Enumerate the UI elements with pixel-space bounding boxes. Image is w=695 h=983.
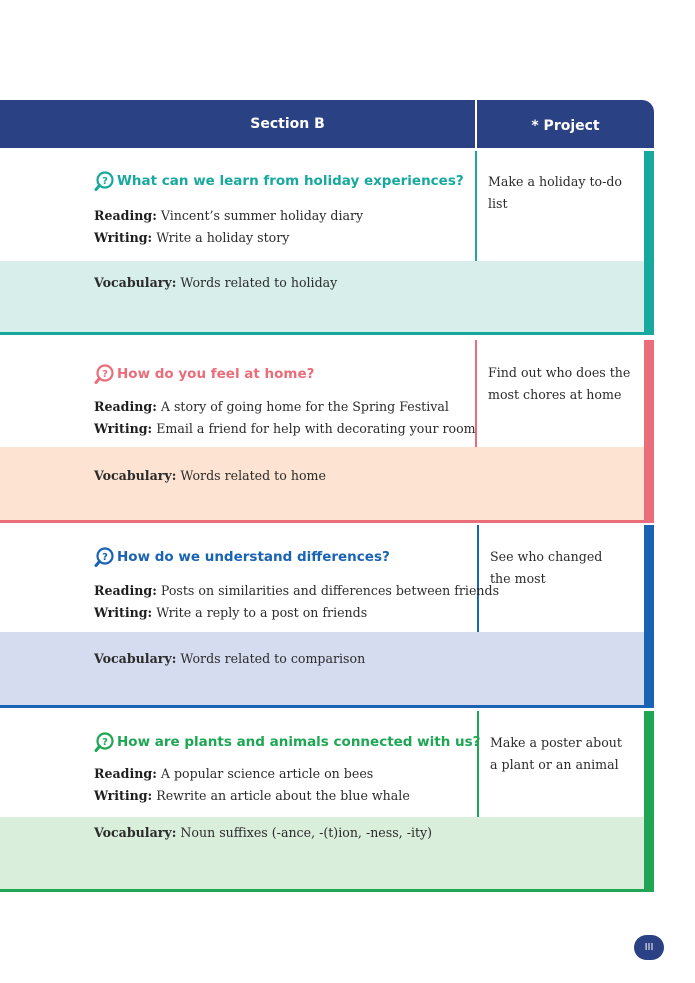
- question-text: How do we understand differences?: [117, 549, 390, 565]
- svg-text:?: ?: [102, 176, 108, 187]
- key-question-icon: [94, 547, 114, 567]
- project-heading: * Project: [531, 118, 600, 134]
- vocabulary-line: Vocabulary: Words related to comparison: [94, 651, 366, 666]
- unit-question: [94, 364, 314, 384]
- unit-question: [94, 171, 464, 191]
- project-text: Find out who does the most chores at home: [488, 365, 631, 402]
- vocabulary-line: Vocabulary: Words related to home: [94, 468, 326, 483]
- svg-text:?: ?: [102, 737, 108, 748]
- key-question-icon: [94, 364, 114, 384]
- row-right-border: [644, 711, 654, 892]
- project-text: Make a holiday to-do list: [488, 174, 622, 211]
- unit-question: [94, 732, 481, 752]
- column-divider: [477, 711, 479, 817]
- project-text: Make a poster about a plant or an animal: [490, 735, 622, 772]
- question-text: What can we learn from holiday experiences?: [117, 173, 464, 189]
- row-right-border: [644, 340, 654, 523]
- question-text: How are plants and animals connected with us?: [117, 734, 481, 750]
- key-question-icon: [94, 171, 114, 191]
- row-bottom-border: [0, 889, 654, 892]
- project-text: See who changed the most: [490, 549, 603, 586]
- column-divider: [477, 525, 479, 632]
- reading-line: Reading: A popular science article on bees: [94, 766, 374, 781]
- writing-line: Writing: Rewrite an article about the blue whale: [94, 788, 410, 803]
- reading-line: Reading: Posts on similarities and differences between friends: [94, 583, 500, 598]
- question-text: How do you feel at home?: [117, 366, 315, 382]
- table-header: [0, 100, 654, 148]
- svg-text:?: ?: [102, 369, 108, 380]
- key-question-icon: [94, 732, 114, 752]
- page-number: III: [634, 935, 664, 960]
- unit-question: [94, 547, 390, 567]
- section-b-heading: Section B: [250, 116, 325, 132]
- reading-line: Reading: A story of going home for the Spring Festival: [94, 399, 449, 414]
- row-right-border: [644, 525, 654, 708]
- writing-line: Writing: Write a holiday story: [94, 230, 290, 245]
- reading-line: Reading: Vincent’s summer holiday diary: [94, 208, 364, 223]
- row-bottom-border: [0, 520, 654, 523]
- row-right-border: [644, 151, 654, 335]
- vocab-band: [0, 632, 644, 705]
- vocabulary-line: Vocabulary: Words related to holiday: [94, 275, 338, 290]
- unit-row-differences: [0, 525, 654, 708]
- writing-line: Writing: Email a friend for help with decorating your room: [94, 421, 476, 436]
- unit-row-plants-animals: [0, 711, 654, 892]
- column-divider: [475, 151, 477, 261]
- vocab-band: [0, 261, 644, 332]
- writing-line: Writing: Write a reply to a post on friends: [94, 605, 368, 620]
- unit-row-home: [0, 340, 654, 523]
- vocab-band: [0, 447, 644, 520]
- svg-text:?: ?: [102, 552, 108, 563]
- unit-row-holiday: [0, 151, 654, 335]
- row-bottom-border: [0, 705, 654, 708]
- vocabulary-line: Vocabulary: Noun suffixes (-ance, -(t)ion, -ness, -ity): [94, 825, 433, 840]
- row-bottom-border: [0, 332, 654, 335]
